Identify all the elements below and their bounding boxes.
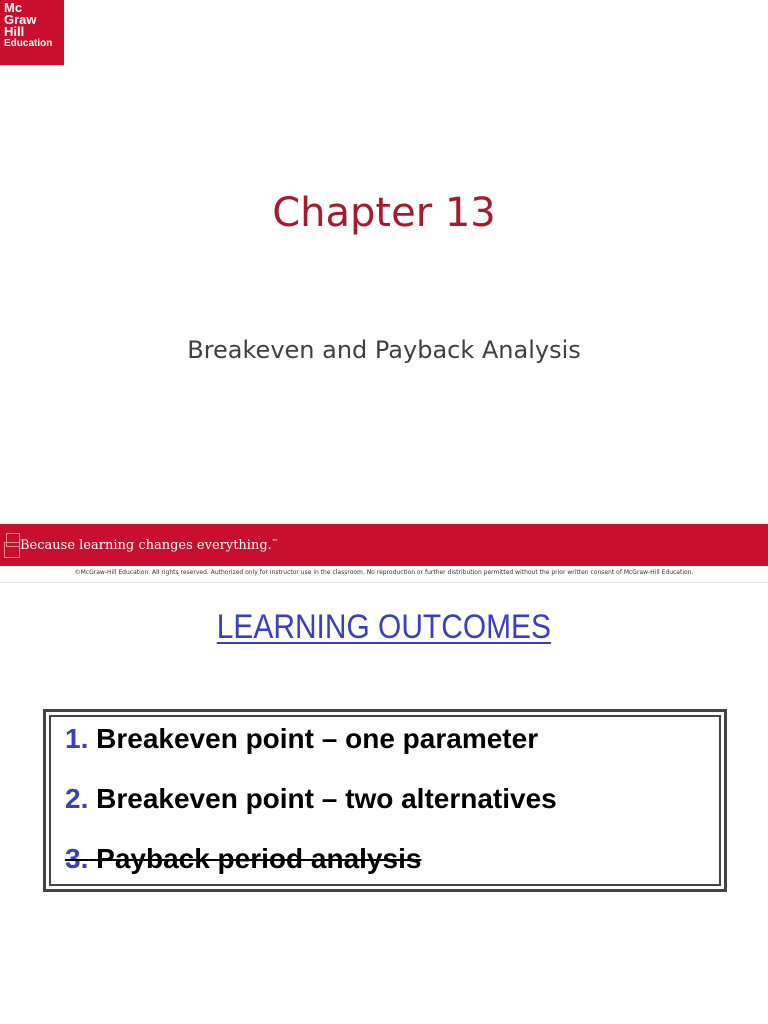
learning-outcomes-heading: [0, 608, 768, 647]
outcome-number: 3.: [65, 843, 89, 874]
logo-line: Education: [4, 38, 53, 49]
outcome-text: Breakeven point – one parameter: [96, 723, 539, 754]
learning-outcomes-heading-text: LEARNING OUTCOMES: [216, 608, 552, 646]
outcome-item-struck: [65, 843, 421, 875]
outcome-item: [65, 783, 557, 815]
tagline-bar: [0, 524, 768, 566]
trademark-mark: ™: [271, 538, 278, 546]
outcomes-box: [43, 709, 727, 892]
outcomes-box-inner: [49, 715, 721, 886]
tagline-label: Because learning changes everything.: [20, 538, 272, 553]
mcgraw-hill-logo: [0, 0, 64, 65]
tagline-square-icon: [4, 542, 20, 558]
logo-line: Hill: [4, 24, 25, 39]
outcome-item: [65, 723, 538, 755]
outcome-text: Breakeven point – two alternatives: [96, 783, 557, 814]
chapter-subtitle: Breakeven and Payback Analysis: [187, 336, 581, 364]
chapter-title: Chapter 13: [272, 190, 496, 236]
slide-divider: [0, 582, 768, 583]
logo-line: Graw: [4, 12, 37, 27]
outcome-number: 1.: [65, 723, 89, 754]
outcome-number: 2.: [65, 783, 89, 814]
outcome-text: Payback period analysis: [96, 843, 422, 874]
tagline-text: [20, 538, 278, 553]
logo-line: Mc: [4, 0, 23, 15]
copyright-notice: ©McGraw-Hill Education. All rights reserved. Authorized only for instructor use in the classroom. No reproduction or further distribution permitted without the prior written consent of McGraw-Hill Education.: [74, 569, 694, 576]
